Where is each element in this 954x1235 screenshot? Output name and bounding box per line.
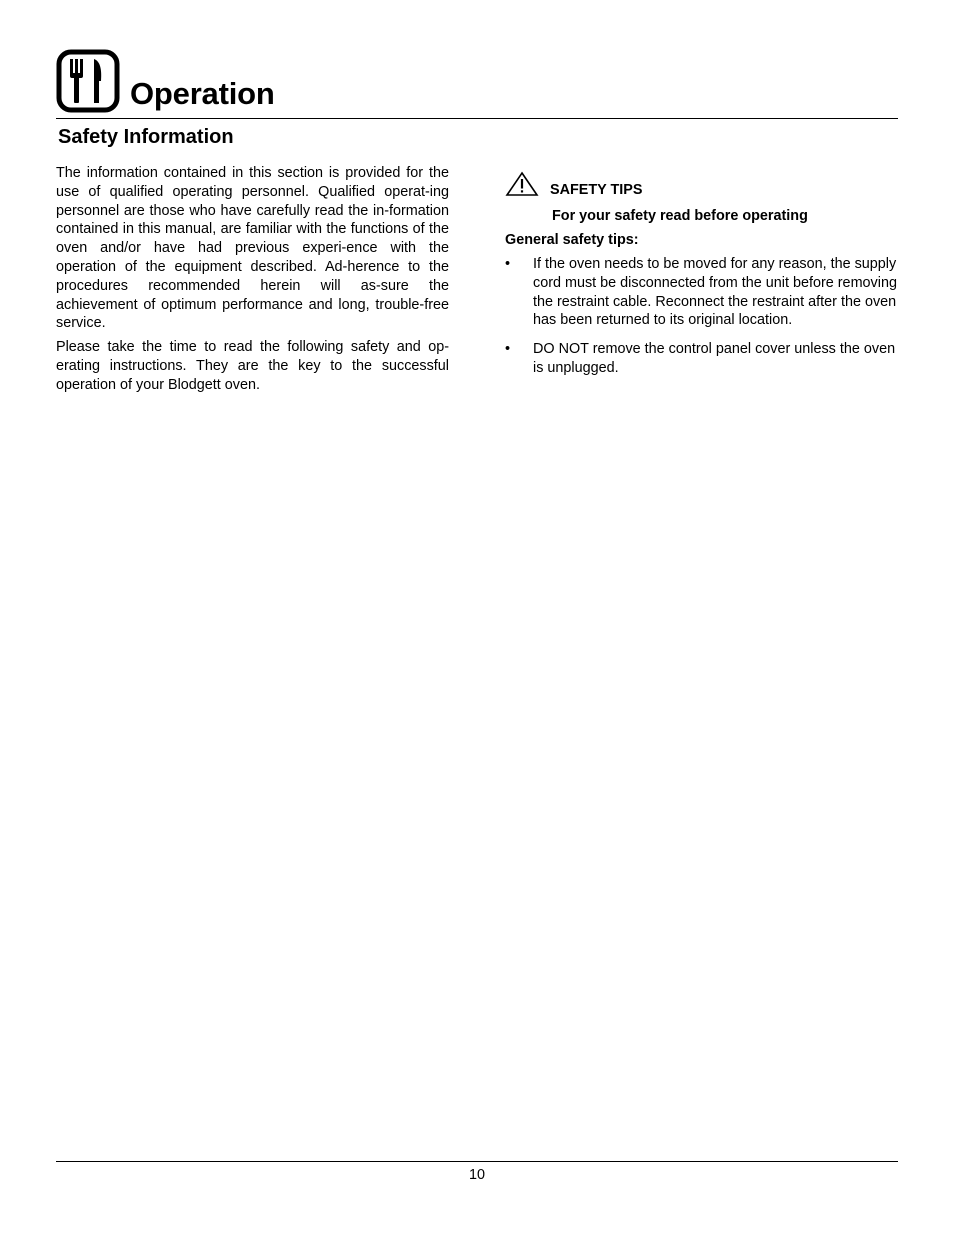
page-number: 10 xyxy=(468,1167,485,1183)
page-title: Operation xyxy=(130,76,275,111)
warning-triangle-icon xyxy=(505,171,539,197)
intro-paragraph: The information contained in this section is provided for the use of qualified operating personnel. Qualified operat-ing personnel are those who have carefully read the in-formation contained in this manual, are familiar with the functions of the oven and/or have had previous experi-ence with the operation of the equipment described. Ad-herence to the procedures recommended herein will as-sure the achievement of optimum performance and long, trouble-free service. xyxy=(56,165,449,332)
bullet: • xyxy=(505,256,511,272)
list-item xyxy=(505,340,900,378)
general-safety-label: General safety tips: xyxy=(505,232,639,248)
header-divider xyxy=(56,118,898,119)
section-title: Safety Information xyxy=(58,126,234,148)
tip-text: If the oven needs to be moved for any reason, the supply cord must be disconnected from the unit before removing the restraint cable. Reconnect the restraint after the oven has been returned to its original location. xyxy=(533,256,897,329)
bullet: • xyxy=(505,341,511,358)
fork-knife-icon xyxy=(56,49,120,113)
safety-tips-list xyxy=(505,255,900,388)
safety-tips-subheading: For your safety read before operating xyxy=(552,208,808,224)
safety-tips-heading: SAFETY TIPS xyxy=(550,182,643,198)
intro-text xyxy=(56,164,449,400)
tip-text: DO NOT remove the control panel cover unless the oven is unplugged. xyxy=(533,341,896,376)
list-item xyxy=(505,255,900,330)
intro-paragraph: Please take the time to read the following safety and op-erating instructions. They are the key to the successful operation of your Blodgett oven. xyxy=(56,339,449,393)
footer-divider xyxy=(56,1161,898,1162)
